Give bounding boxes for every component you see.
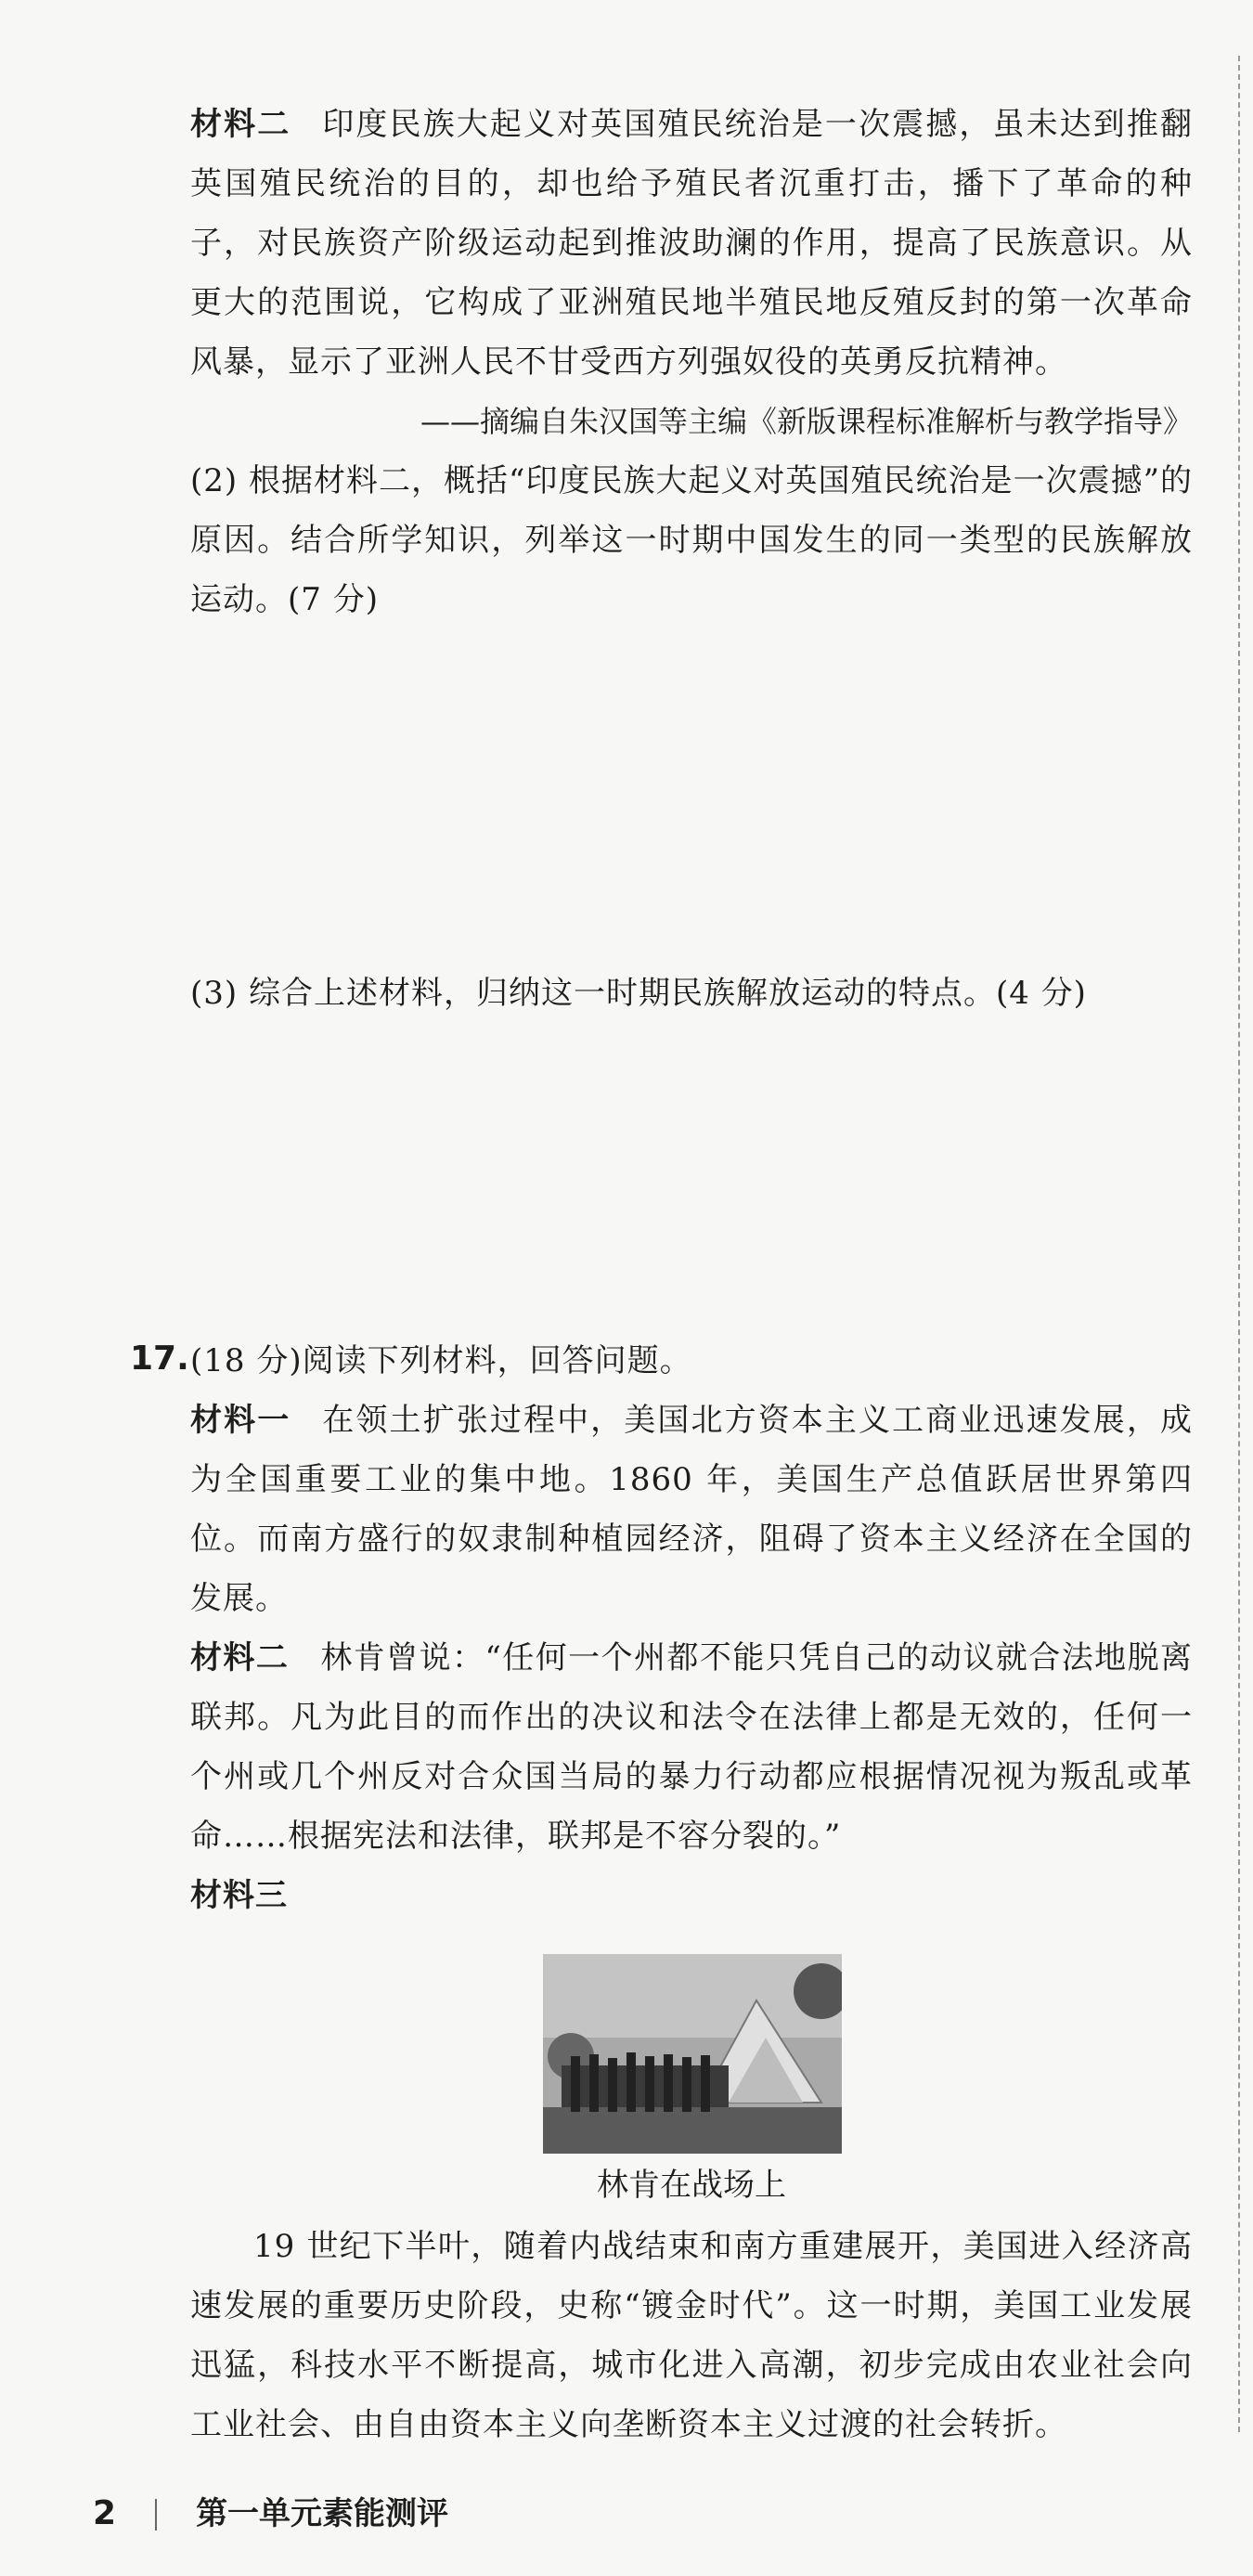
question-3: (3) 综合上述材料，归纳这一时期民族解放运动的特点。(4 分) bbox=[190, 975, 1087, 1012]
footer-title: 第一单元素能测评 bbox=[196, 2495, 449, 2532]
material-two-paragraph bbox=[190, 95, 1193, 392]
question-2: (2) 根据材料二，概括“印度民族大起义对英国殖民统治是一次震撼”的原因。结合所学知识，列举这一时期中国发生的同一类型的民族解放运动。(7 分) bbox=[190, 462, 1193, 618]
photo-illustration bbox=[543, 1954, 842, 2154]
question-17-number: 17. bbox=[130, 1340, 189, 1378]
material-two-label: 材料二 bbox=[190, 106, 291, 143]
q17-material-three bbox=[190, 1866, 1193, 1925]
page-footer bbox=[93, 2488, 448, 2533]
material-two-source: ——摘编自朱汉国等主编《新版课程标准解析与教学指导》 bbox=[420, 404, 1193, 439]
footer-divider bbox=[155, 2499, 157, 2531]
material-two-block bbox=[190, 95, 1193, 629]
dashed-cut-line bbox=[1238, 56, 1240, 2432]
q17-material-two bbox=[190, 1628, 1193, 1866]
page-number: 2 bbox=[93, 2494, 117, 2532]
question-3-block bbox=[190, 964, 1193, 1023]
lincoln-battlefield-photo bbox=[543, 1954, 842, 2154]
photo-caption: 林肯在战场上 bbox=[597, 2167, 786, 2204]
q17-material-three-label: 材料三 bbox=[190, 1877, 288, 1914]
question-17-prompt: (18 分)阅读下列材料，回答问题。 bbox=[190, 1342, 692, 1379]
q17-material-one bbox=[190, 1391, 1193, 1628]
q17-material-three-text: 19 世纪下半叶，随着内战结束和南方重建展开，美国进入经济高速发展的重要历史阶段，史称“镀金时代”。这一时期，美国工业发展迅猛，科技水平不断提高，城市化进入高潮，初步完成由农业社会向工业社会、由自由资本主义向垄断资本主义过渡的社会转折。 bbox=[190, 2228, 1193, 2443]
q17-material-two-label: 材料二 bbox=[190, 1639, 290, 1676]
q17-material-three-text-block bbox=[190, 2217, 1193, 2454]
q17-material-one-text: 在领土扩张过程中，美国北方资本主义工商业迅速发展，成为全国重要工业的集中地。1860 年，美国生产总值跃居世界第四位。而南方盛行的奴隶制种植园经济，阻碍了资本主义经济在全国的发展。 bbox=[190, 1402, 1194, 1617]
material-two-text: 印度民族大起义对英国殖民统治是一次震撼，虽未达到推翻英国殖民统治的目的，却也给予殖民者沉重打击，播下了革命的种子，对民族资产阶级运动起到推波助澜的作用，提高了民族意识。从更大的范围说，它构成了亚洲殖民地半殖民地反殖反封的第一次革命风暴，显示了亚洲人民不甘受西方列强奴役的英勇反抗精神。 bbox=[190, 106, 1194, 381]
question-17-block bbox=[190, 1331, 1193, 1925]
q17-material-two-text: 林肯曾说：“任何一个州都不能只凭自己的动议就合法地脱离联邦。凡为此目的而作出的决议和法令在法律上都是无效的，任何一个州或几个州反对合众国当局的暴力行动都应根据情况视为叛乱或革命……根据宪法和法律，联邦是不容分裂的。” bbox=[190, 1639, 1193, 1855]
q17-material-one-label: 材料一 bbox=[190, 1402, 291, 1439]
